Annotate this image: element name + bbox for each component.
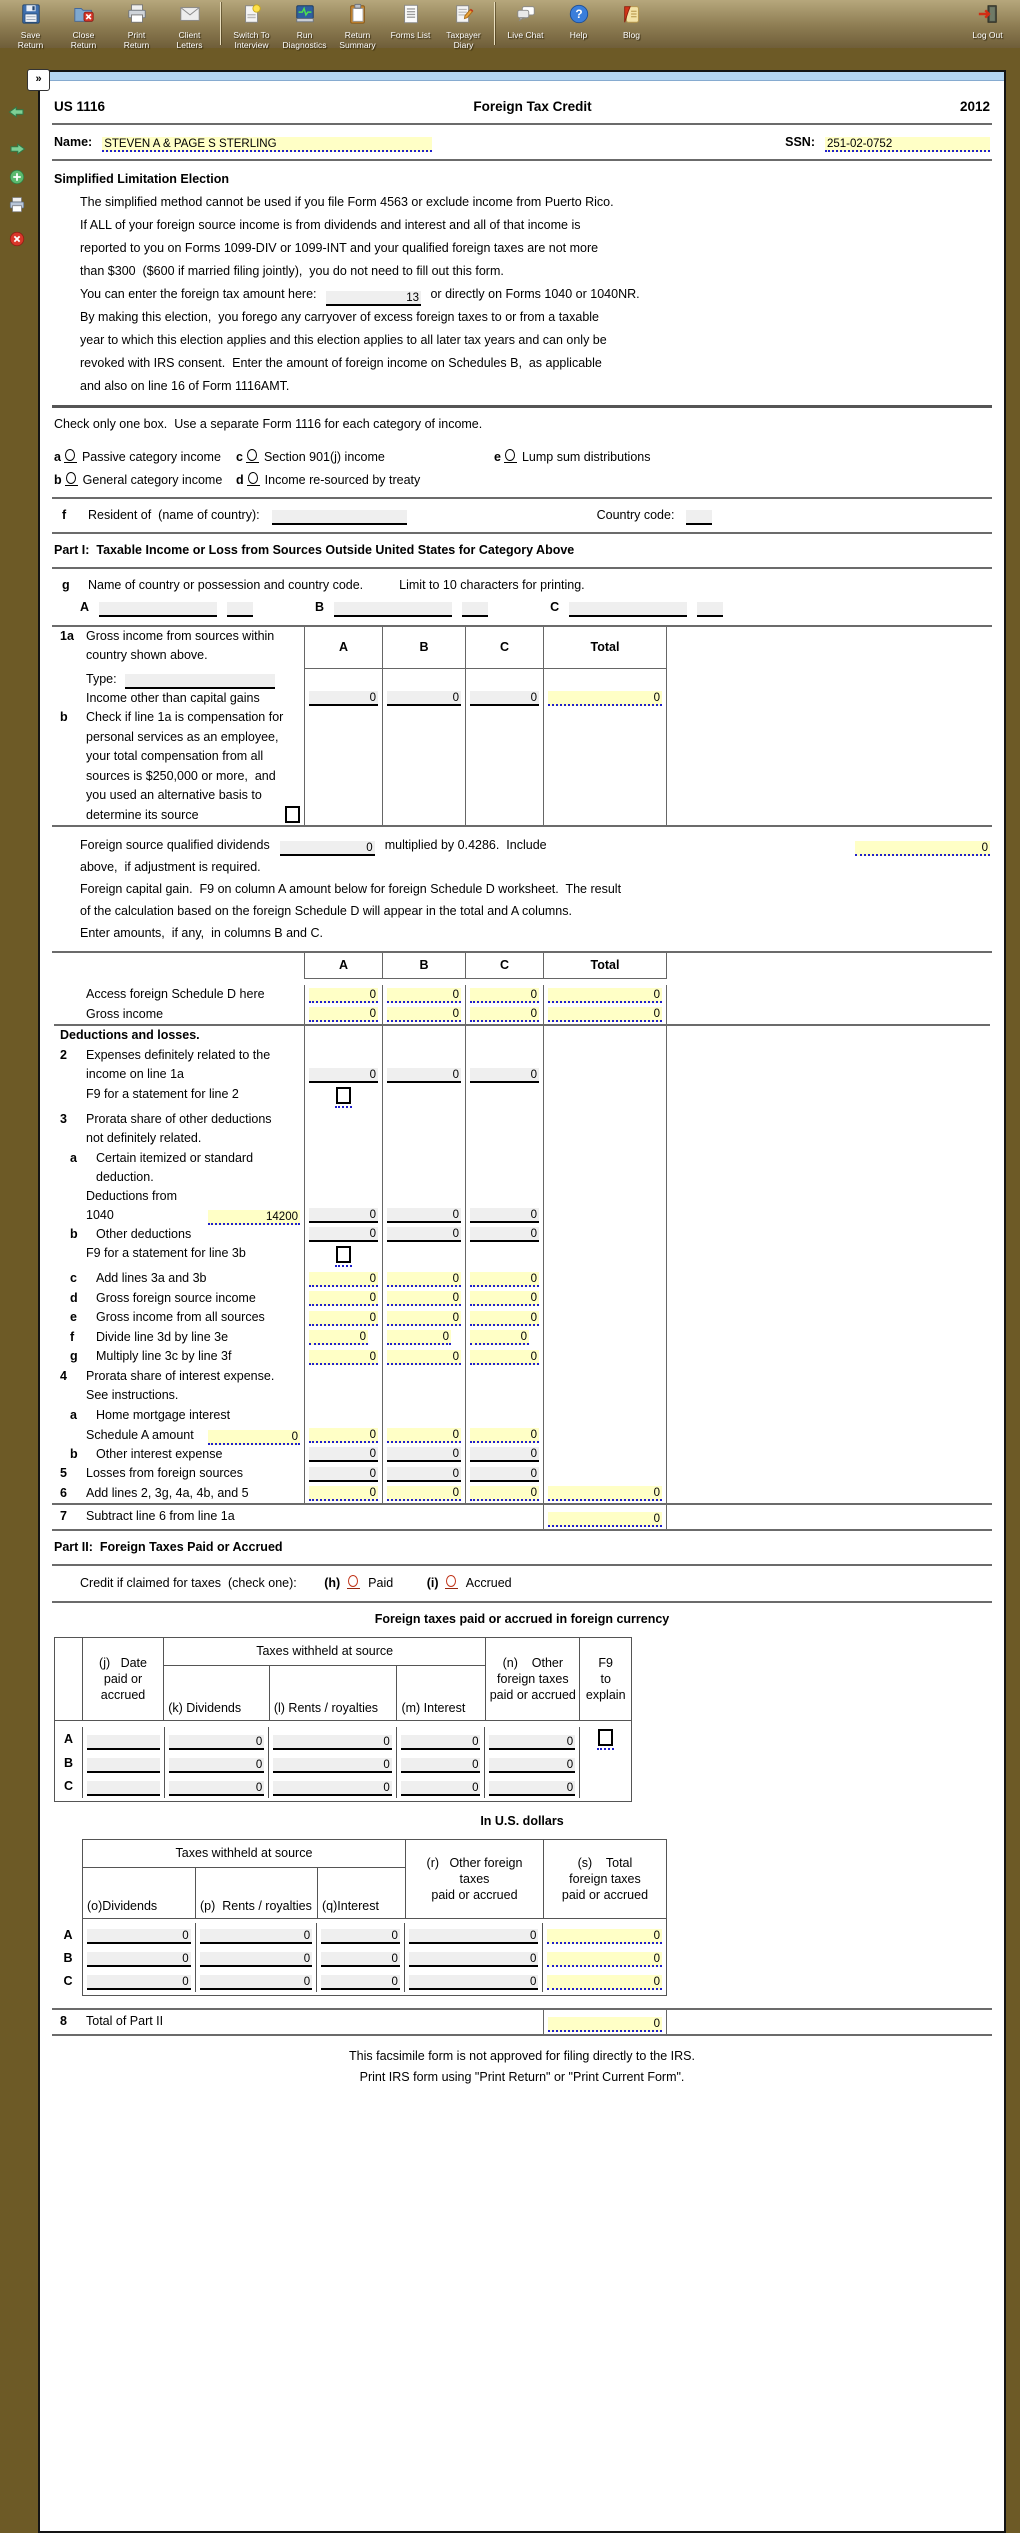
usd-rents-b-field[interactable]: 0 [200,1952,313,1967]
line3c-a-field[interactable]: 0 [309,1272,378,1287]
deductions-table: Deductions and losses. 2 Expenses definitely related to the income on line 1a 0 0 0 F9 for a statement for line 2 3 Prorata share of other deductions not definitely related. a Certain itemized or standard deduction. Deductions from 1040 14200 0 0 0 b Other deductions 0 0 0 F9 for a statement for line 3b c Add lines 3a and 3b 0 0 0 d Gross foreign source income 0 0 0 e Gross income from all sources 0 0 0 f Divide line 3d by line 3e 0 0 0 g Multiply line 3c by line 3f 0 0 0 4 Prorata share of interest expense. See instructions. a Home mortgage interest Schedule A amount 0 0 0 0 b Other interest expense 0 0 0 5 Losses from foreign sources 0 0 0 6 Add lines 2, 3g, 4a, 4b, and 5 0 0 0 0 [54,1026,990,1503]
close-icon [6,235,28,252]
date-c-field[interactable] [87,1781,160,1796]
forward-arrow-button[interactable] [6,140,30,160]
blog-icon [621,3,643,30]
resident-row: f Resident of (name of country): Country code: [54,506,990,525]
line2-a-field[interactable]: 0 [309,1068,378,1083]
income-b-field[interactable]: 0 [387,691,461,706]
category-a-radio[interactable] [64,449,77,463]
client-letters-icon [179,3,201,30]
footer-line-2: Print IRS form using "Print Return" or "Print Current Form". [359,2070,685,2084]
line6-c-field[interactable]: 0 [470,1486,539,1501]
usd-dividends-c-field[interactable]: 0 [87,1975,191,1990]
category-a: a Passive category income [54,450,221,464]
election-text: year to which this election applies and this election applies to all later tax years and can only be [80,333,607,347]
line3a-a-field[interactable]: 0 [309,1208,378,1223]
qualified-text: Enter amounts, if any, in columns B and C. [80,926,323,940]
country-a-name-field[interactable] [99,602,217,617]
dividends-b-field[interactable]: 0 [169,1758,265,1773]
form-header [54,97,990,116]
other-taxes-c-field[interactable]: 0 [489,1781,575,1796]
divider [52,405,992,408]
qualified-include-field[interactable]: 0 [855,841,990,856]
election-text: than $300 ($600 if married filing jointly), you do not need to fill out this form. [80,264,504,278]
help-button[interactable]: ? Help [552,2,605,41]
category-d-radio[interactable] [247,472,260,486]
gross-income-total-field[interactable]: 0 [548,1007,662,1022]
usd-rents-c-field[interactable]: 0 [200,1975,313,1990]
qualified-dividends-field[interactable]: 0 [280,841,375,856]
forms-list-button[interactable]: Forms List [384,2,437,41]
resident-country-field[interactable] [272,510,407,525]
line3f-a-field[interactable]: 0 [309,1330,368,1345]
line5-a-field[interactable]: 0 [309,1467,378,1482]
dividends-a-field[interactable]: 0 [169,1735,265,1750]
usd-interest-c-field[interactable]: 0 [321,1975,400,1990]
schedule-a-amount-field[interactable]: 0 [208,1430,300,1445]
divider [52,567,992,569]
g-label: Name of country or possession and country code. [88,578,364,592]
rents-a-field[interactable]: 0 [273,1735,392,1750]
save-return-button[interactable]: Save Return [4,2,57,50]
divider [52,532,992,534]
g-row: g Name of country or possession and country code. Limit to 10 characters for printing. [54,576,990,595]
line6-a-field[interactable]: 0 [309,1486,378,1501]
line3d-a-field[interactable]: 0 [309,1291,378,1306]
ssn-label: SSN: [785,135,815,149]
foreign-tax-amount-field[interactable]: 13 [326,291,421,306]
form-id: US 1116 [54,99,106,114]
accrued-radio[interactable] [445,1575,458,1589]
category-e: e Lump sum distributions [494,450,651,464]
line7-row: 7 Subtract line 6 from line 1a 0 [54,1505,990,1529]
line3f-c-field[interactable]: 0 [470,1330,529,1345]
print-return-button[interactable]: Print Return [110,2,163,50]
withheld-header: Taxes withheld at source [164,1638,485,1666]
footer-line-1: This facsimile form is not approved for filing directly to the IRS. [349,2049,695,2063]
usd-total-c-field[interactable]: 0 [547,1975,662,1990]
line4b-a-field[interactable]: 0 [309,1447,378,1462]
gross-income-b-field[interactable]: 0 [387,1007,461,1022]
country-b-name-field[interactable] [334,602,452,617]
election-text: reported to you on Forms 1099-DIV or 1099-INT and your qualified foreign taxes are not more [80,241,599,255]
usd-interest-a-field[interactable]: 0 [321,1929,400,1944]
return-summary-button[interactable]: Return Summary [331,2,384,50]
line7-total-field[interactable]: 0 [548,1512,662,1527]
line3g-b-field[interactable]: 0 [387,1350,461,1365]
sched-d-c-field[interactable]: 0 [470,988,539,1003]
credit-row: Credit if claimed for taxes (check one): (h) Paid (i) Accrued [80,1576,512,1590]
switch-to-interview-icon [241,3,263,30]
line3b-f9-checkbox[interactable] [336,1246,351,1263]
election-text: and also on line 16 of Form 1116AMT. [80,379,290,393]
usd-other-b-field[interactable]: 0 [409,1952,539,1967]
line4a-b-field[interactable]: 0 [387,1428,461,1443]
category-instruction: Check only one box. Use a separate Form 1116 for each category of income. [54,417,483,431]
income-total-field[interactable]: 0 [548,691,662,706]
election-heading: Simplified Limitation Election [54,172,230,186]
line3g-a-field[interactable]: 0 [309,1350,378,1365]
form-year: 2012 [959,99,990,114]
line6-b-field[interactable]: 0 [387,1486,461,1501]
line4b-b-field[interactable]: 0 [387,1447,461,1462]
line5-b-field[interactable]: 0 [387,1467,461,1482]
foreign-currency-title: Foreign taxes paid or accrued in foreign currency [374,1612,670,1626]
print-form-button[interactable] [6,196,30,216]
qualified-text: above, if adjustment is required. [80,860,261,874]
blog-button[interactable]: Blog [605,2,658,41]
usd-other-c-field[interactable]: 0 [409,1975,539,1990]
footer [54,2046,990,2088]
sched-d-b-field[interactable]: 0 [387,988,461,1003]
line3a-b-field[interactable]: 0 [387,1208,461,1223]
forms-list-icon [400,3,422,30]
interest-a-field[interactable]: 0 [401,1735,481,1750]
workspace [0,70,1020,2533]
print-return-icon [126,3,148,30]
form-1116 [38,70,1006,2533]
election-amount-suffix: or directly on Forms 1040 or 1040NR. [430,287,640,301]
line4a-c-field[interactable]: 0 [470,1428,539,1443]
gross-income-c-field[interactable]: 0 [470,1007,539,1022]
toolbar-separator [494,2,495,45]
income-a-field[interactable]: 0 [309,691,378,706]
sched-d-total-field[interactable]: 0 [548,988,662,1003]
other-taxes-b-field[interactable]: 0 [489,1758,575,1773]
line3d-b-field[interactable]: 0 [387,1291,461,1306]
expand-panel-button[interactable]: » [27,69,50,91]
sched-d-a-field[interactable]: 0 [309,988,378,1003]
divider [52,497,992,499]
election-text: revoked with IRS consent. Enter the amount of foreign income on Schedules B, as applicable [80,356,602,370]
election-amount-line [80,283,990,306]
country-c-code-field[interactable] [697,602,723,617]
schedule-d-table: A B C Total Access foreign Schedule D here 0 0 0 0 Gross income 0 0 0 0 [54,953,990,1024]
usd-dividends-a-field[interactable]: 0 [87,1929,191,1944]
form-title: Foreign Tax Credit [473,99,592,114]
divider [52,123,992,125]
rents-b-field[interactable]: 0 [273,1758,392,1773]
interest-c-field[interactable]: 0 [401,1781,481,1796]
live-chat-button[interactable]: Live Chat [499,2,552,41]
election-section [54,168,990,398]
svg-text:?: ? [574,7,583,22]
back-arrow-button[interactable] [6,103,30,123]
income-type-field[interactable] [125,674,275,689]
g-limit: Limit to 10 characters for printing. [399,578,585,592]
log-out-icon [977,3,999,30]
col-header-a: A [304,627,382,669]
country-a-code-field[interactable] [227,602,253,617]
category-c: c Section 901(j) income [236,450,385,464]
qualified-text: Foreign capital gain. F9 on column A amount below for foreign Schedule D worksheet. The result [80,882,622,896]
part2-total-field[interactable]: 0 [548,2017,662,2032]
line3e-a-field[interactable]: 0 [309,1311,378,1326]
usd-dividends-b-field[interactable]: 0 [87,1952,191,1967]
country-code-field[interactable] [686,510,712,525]
toolbar-separator [220,2,221,45]
usd-table: Taxes withheld at source (o)Dividends (p) Rents / royalties (q)Interest (r) Other foreign taxes paid or accrued (s) Total foreign taxes paid or accrued 0 0 0 0 0 0 0 0 0 0 0 0 0 0 0 [82,1839,667,1996]
table-1a: 1a Gross income from sources within country shown above. A B C Total Type: Income other than capital gains 0 0 0 0 b Check if line 1a is compensation for personal services as an employee, your total compensation from all sources is $250,000 or more, and you used an alternative basis to determine its source [54,627,990,825]
paid-radio[interactable] [347,1575,360,1589]
line1b-checkbox[interactable] [285,806,300,823]
country-c-name-field[interactable] [569,602,687,617]
line8-row: 8 Total of Part II 0 [54,2010,990,2034]
save-icon [20,3,42,30]
close-return-button[interactable]: Close Return [57,2,110,50]
log-out-button[interactable]: Log Out [961,2,1014,41]
qualified-dividends-section [54,834,990,944]
divider [52,1601,992,1603]
category-b: b General category income [54,473,223,487]
line5-c-field[interactable]: 0 [470,1467,539,1482]
election-amount-label: You can enter the foreign tax amount here: [80,287,317,301]
printer-icon [6,201,28,218]
election-text: The simplified method cannot be used if you file Form 4563 or exclude income from Puerto Rico. [80,195,614,209]
usd-rents-a-field[interactable]: 0 [200,1929,313,1944]
close-return-icon [73,3,95,30]
part2-title: Part II: Foreign Taxes Paid or Accrued [54,1540,283,1554]
country-b-code-field[interactable] [462,602,488,617]
gross-income-a-field[interactable]: 0 [309,1007,378,1022]
back-arrow-icon [6,108,28,125]
col-header-total: Total [543,627,667,669]
deductions-1040-field[interactable]: 14200 [208,1210,300,1225]
live-chat-icon [515,3,537,30]
usd-table-wrap: A B C Taxes withheld at source (o)Dividends (p) Rents / royalties (q)Interest (r) Other foreign taxes paid or accrued (s) Total foreign taxes paid or accrued 0 0 0 0 0 0 0 0 0 0 0 0 0 0 0 [54,1839,990,1996]
taxpayer-name-field[interactable]: STEVEN A & PAGE S STERLING [102,137,432,152]
category-e-radio[interactable] [504,449,517,463]
line3e-b-field[interactable]: 0 [387,1311,461,1326]
switch-to-interview-button[interactable]: Switch To Interview [225,2,278,50]
line3d-c-field[interactable]: 0 [470,1291,539,1306]
divider [52,159,992,161]
return-summary-icon [347,3,369,30]
line6-total-field[interactable]: 0 [548,1486,662,1501]
line3f-b-field[interactable]: 0 [387,1330,451,1345]
income-c-field[interactable]: 0 [470,691,539,706]
taxpayer-diary-button[interactable]: Taxpayer Diary [437,2,490,50]
qualified-text: of the calculation based on the foreign Schedule D will appear in the total and A columns. [80,904,572,918]
divider [52,825,992,827]
election-text: By making this election, you forego any carryover of excess foreign taxes to or from a taxable [80,310,600,324]
add-form-button[interactable] [6,168,30,188]
col-header-c: C [465,627,543,669]
line3g-c-field[interactable]: 0 [470,1350,539,1365]
date-b-field[interactable] [87,1758,160,1773]
line3b-b-field[interactable]: 0 [387,1227,461,1242]
country-code-label: Country code: [596,508,675,522]
resident-label: Resident of (name of country): [88,508,260,522]
divider [52,1529,992,1531]
f9-explain-checkbox[interactable] [598,1729,613,1746]
line3b-a-field[interactable]: 0 [309,1227,378,1242]
usd-total-b-field[interactable]: 0 [547,1952,662,1967]
line2-f9-checkbox[interactable] [336,1087,351,1104]
close-form-button[interactable] [6,230,30,250]
toolbar [0,0,1020,48]
divider [52,1564,992,1566]
election-text: If ALL of your foreign source income is from dividends and interest and all of that income is [80,218,581,232]
plus-icon [6,173,28,190]
rents-c-field[interactable]: 0 [273,1781,392,1796]
line4b-c-field[interactable]: 0 [470,1447,539,1462]
divider [52,2034,992,2036]
line3e-c-field[interactable]: 0 [470,1311,539,1326]
category-b-radio[interactable] [65,472,78,486]
g-fields-row: A B C [80,598,990,617]
name-row [54,133,990,152]
help-icon [568,3,590,30]
usd-interest-b-field[interactable]: 0 [321,1952,400,1967]
interest-b-field[interactable]: 0 [401,1758,481,1773]
client-letters-button[interactable]: Client Letters [163,2,216,50]
part1-title: Part I: Taxable Income or Loss from Sources Outside United States for Category Above [54,543,575,557]
line4a-a-field[interactable]: 0 [309,1428,378,1443]
foreign-currency-table: (j) Date paid or accrued Taxes withheld at source (k) Dividends (l) Rents / royalties (m) Interest (n) Other foreign taxes paid or accrued F9 to explain A 0 0 0 0 B 0 0 0 0 C 0 0 0 0 [54,1637,632,1802]
line3c-b-field[interactable]: 0 [387,1272,461,1287]
usd-other-a-field[interactable]: 0 [409,1929,539,1944]
category-c-radio[interactable] [246,449,259,463]
usd-withheld-header: Taxes withheld at source [83,1840,405,1868]
form-top-strip [40,72,1004,81]
line2-b-field[interactable]: 0 [387,1068,461,1083]
taxpayer-diary-icon [453,3,475,30]
category-d: d Income re-sourced by treaty [236,473,421,487]
forward-arrow-icon [6,145,28,162]
line3a-c-field[interactable]: 0 [470,1208,539,1223]
name-label: Name: [54,135,93,149]
run-diagnostics-button[interactable]: Run Diagnostics [278,2,331,50]
category-row-1 [54,448,990,467]
line3c-c-field[interactable]: 0 [470,1272,539,1287]
dividends-c-field[interactable]: 0 [169,1781,265,1796]
date-a-field[interactable] [87,1735,160,1750]
run-diagnostics-icon [294,3,316,30]
col-header-b: B [382,627,465,669]
qualified-line-1: Foreign source qualified dividends 0 multiplied by 0.4286. Include 0 [80,838,988,854]
line2-c-field[interactable]: 0 [470,1068,539,1083]
usd-total-a-field[interactable]: 0 [547,1929,662,1944]
category-row-2 [54,471,990,490]
usd-title: In U.S. dollars [480,1814,564,1828]
ssn-field[interactable]: 251-02-0752 [825,137,990,152]
line3b-c-field[interactable]: 0 [470,1227,539,1242]
other-taxes-a-field[interactable]: 0 [489,1735,575,1750]
